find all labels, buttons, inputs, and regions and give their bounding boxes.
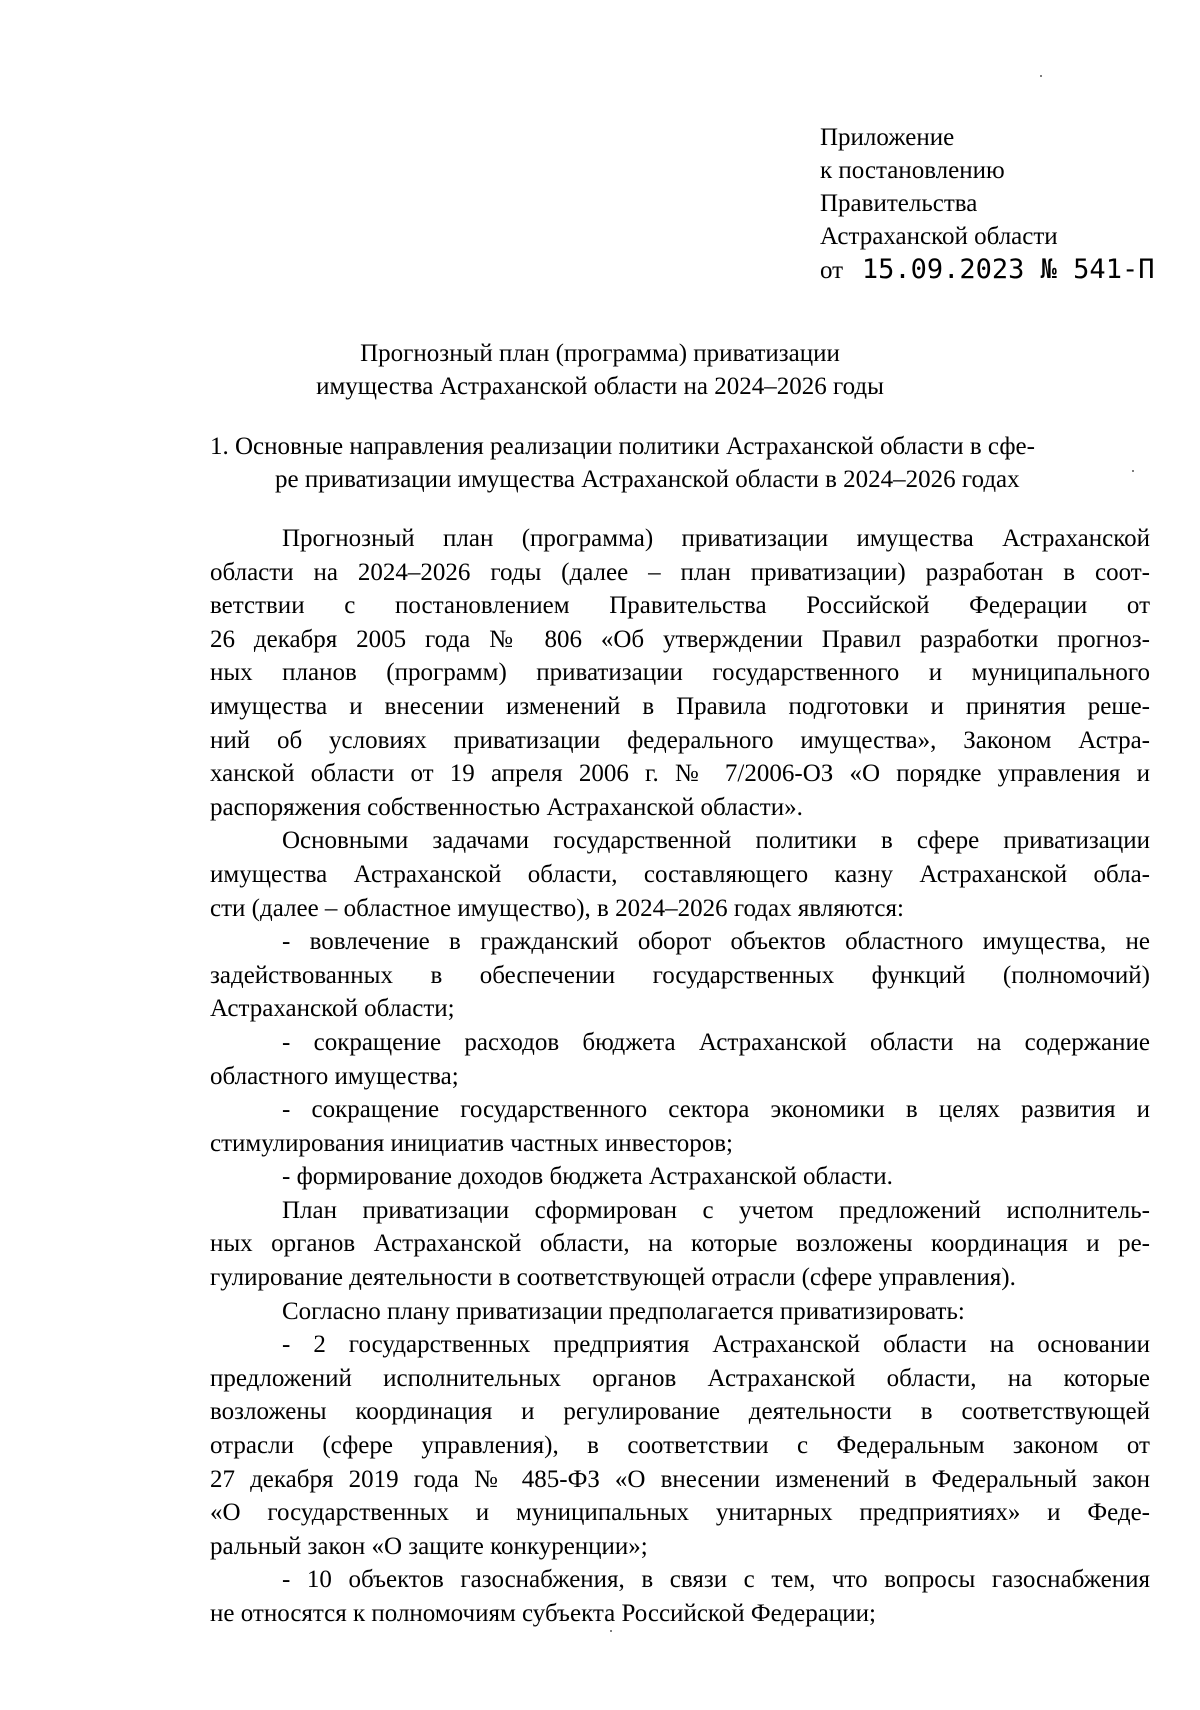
appendix-line: Приложение (820, 124, 955, 151)
title-line: Прогнозный план (программа) приватизации (360, 340, 840, 367)
paragraph-line: Согласно плану приватизации предполагается приватизировать: (282, 1297, 965, 1325)
list-item-line: не относятся к полномочиям субъекта Российской Федерации; (210, 1600, 876, 1627)
paragraph-line: имущества Астраханской области, составляющего казну Астраханской обла- (210, 860, 1150, 888)
appendix-date-line (820, 253, 1154, 287)
list-item-line: отрасли (сфере управления), в соответствии с Федеральным законом от (210, 1432, 1150, 1460)
list-item-line: предложений исполнительных органов Астраханской области, на которые (210, 1364, 1150, 1392)
paragraph-line: ных органов Астраханской области, на которые возложены координация и ре- (210, 1230, 1150, 1258)
document-title (0, 337, 1200, 403)
paragraph-line: ветствии с постановлением Правительства Российской Федерации от (210, 592, 1150, 620)
date-prefix: от (820, 257, 844, 284)
list-item-line: возложены координация и регулирование деятельности в соответствующей (210, 1398, 1150, 1426)
paragraph-line: ний об условиях приватизации федерального имущества», Законом Астра- (210, 726, 1150, 754)
list-item-line: задействованных в обеспечении государственных функций (полномочий) (210, 961, 1150, 989)
appendix-header (820, 121, 1154, 287)
list-item-line: - сокращение государственного сектора экономики в целях развития и (282, 1096, 1150, 1124)
paragraph-line: Прогнозный план (программа) приватизации имущества Астраханской (282, 525, 1150, 552)
list-item-line: - формирование доходов бюджета Астраханской области. (282, 1163, 893, 1191)
body-text (210, 522, 1150, 1631)
paragraph-line: ханской области от 19 апреля 2006 г. № 7/2006-ОЗ «О порядке управления и (210, 760, 1150, 788)
scan-speck (1132, 470, 1134, 472)
list-item-line: Астраханской области; (210, 995, 455, 1023)
scan-speck (1040, 75, 1042, 77)
list-item-line: - сокращение расходов бюджета Астраханской области на содержание (282, 1028, 1150, 1056)
appendix-line: Правительства (820, 190, 978, 217)
paragraph-line: ных планов (программ) приватизации государственного и муниципального (210, 659, 1150, 687)
list-item-line: 27 декабря 2019 года № 485-ФЗ «О внесении изменений в Федеральный закон (210, 1465, 1150, 1493)
list-item-line: - 2 государственных предприятия Астраханской области на основании (282, 1331, 1150, 1359)
paragraph-line: План приватизации сформирован с учетом предложений исполнитель- (282, 1196, 1150, 1224)
paragraph-line: распоряжения собственностью Астраханской области». (210, 793, 803, 821)
list-item-line: стимулирования инициатив частных инвесторов; (210, 1129, 733, 1157)
list-item-line: - 10 объектов газоснабжения, в связи с тем, что вопросы газоснабжения (282, 1566, 1150, 1594)
list-item-line: областного имущества; (210, 1062, 459, 1090)
list-item-line: «О государственных и муниципальных унитарных предприятиях» и Феде- (210, 1499, 1150, 1527)
section-heading-line: ре приватизации имущества Астраханской области в 2024–2026 годах (275, 466, 1020, 493)
paragraph-line: гулирование деятельности в соответствующей отрасли (сфере управления). (210, 1264, 1016, 1292)
paragraph-line: имущества и внесении изменений в Правила подготовки и принятия реше- (210, 692, 1150, 720)
scan-speck (610, 1630, 612, 1632)
paragraph-line: области на 2024–2026 годы (далее – план приватизации) разработан в соот- (210, 558, 1150, 586)
appendix-line: к постановлению (820, 157, 1005, 184)
date-number-stamp: 15.09.2023 № 541-П (861, 254, 1155, 285)
title-line: имущества Астраханской области на 2024–2026 годы (316, 373, 884, 400)
list-item-line: ральный закон «О защите конкуренции»; (210, 1532, 648, 1560)
paragraph-line: сти (далее – областное имущество), в 2024–2026 годах являются: (210, 894, 904, 922)
paragraph-line: Основными задачами государственной политики в сфере приватизации (282, 827, 1150, 855)
list-item-line: - вовлечение в гражданский оборот объектов областного имущества, не (282, 928, 1150, 956)
paragraph-line: 26 декабря 2005 года № 806 «Об утверждении Правил разработки прогноз- (210, 625, 1150, 653)
section-heading-line: 1. Основные направления реализации политики Астраханской области в сфе- (210, 433, 1035, 460)
section-heading (210, 430, 1160, 496)
appendix-line: Астраханской области (820, 223, 1058, 250)
